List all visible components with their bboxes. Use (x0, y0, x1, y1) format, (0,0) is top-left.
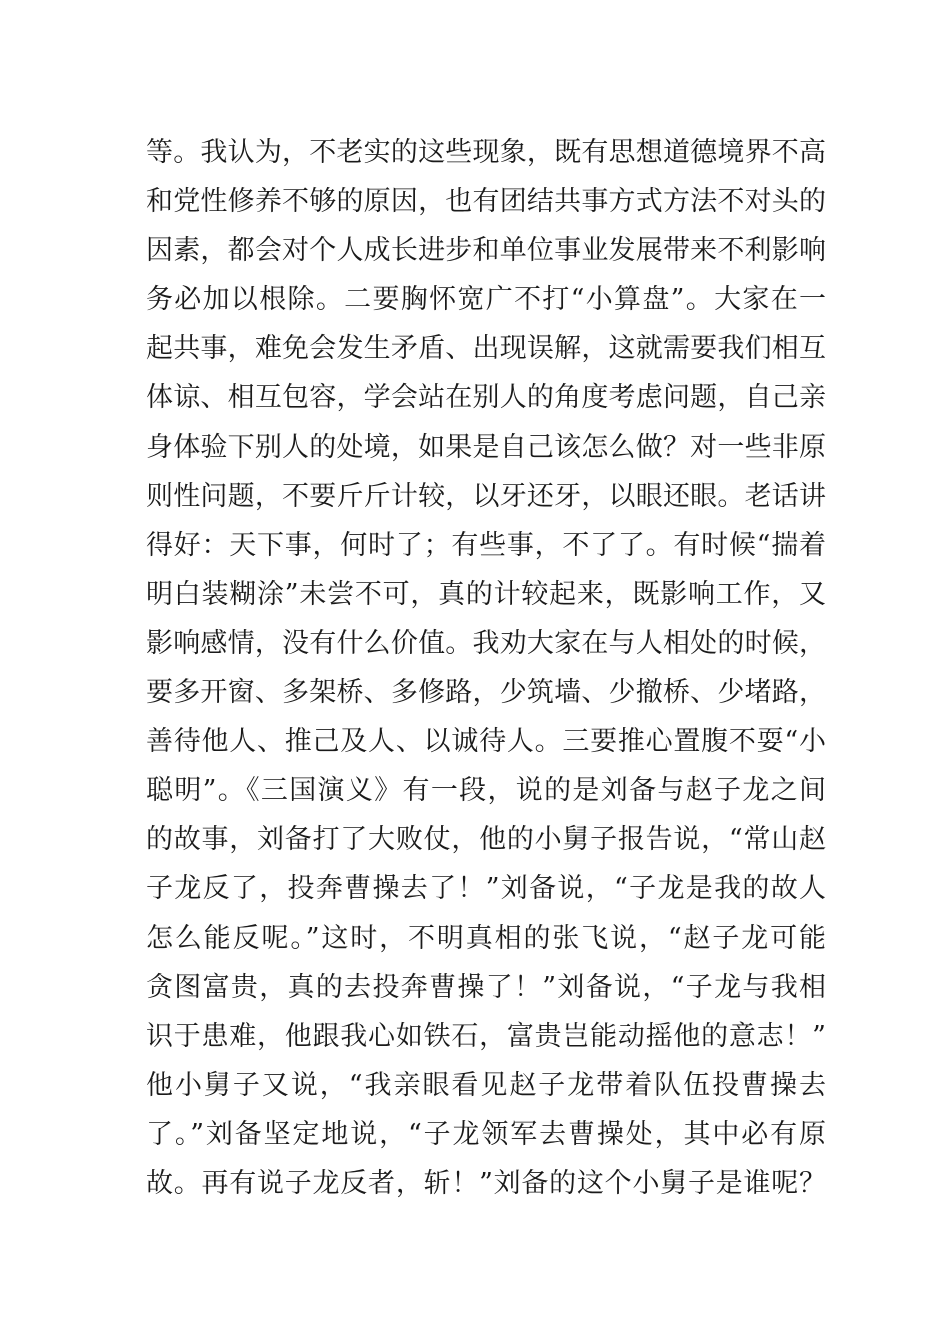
text-line: 要多开窗、多架桥、多修路，少筑墙、少撤桥、少堵路， (146, 677, 826, 709)
text-line: 识于患难，他跟我心如铁石，富贵岂能动摇他的意志！” (146, 1020, 826, 1052)
text-line: 则性问题，不要斤斤计较，以牙还牙，以眼还眼。老话讲 (146, 480, 826, 512)
text-line: 影响感情，没有什么价值。我劝大家在与人相处的时候， (146, 627, 826, 659)
text-line: 他小舅子又说，“我亲眼看见赵子龙带着队伍投曹操去 (146, 1069, 826, 1101)
body-text (146, 128, 826, 1208)
text-line: 起共事，难免会发生矛盾、出现误解，这就需要我们相互 (146, 333, 826, 365)
text-line: 子龙反了，投奔曹操去了！”刘备说，“子龙是我的故人 (146, 873, 826, 905)
text-line: 了。”刘备坚定地说，“子龙领军去曹操处，其中必有原 (146, 1118, 826, 1150)
text-line: 善待他人、推己及人、以诚待人。三要推心置腹不耍“小 (146, 726, 826, 758)
text-line: 因素，都会对个人成长进步和单位事业发展带来不利影响 (146, 235, 826, 267)
text-line: 的故事，刘备打了大败仗，他的小舅子报告说，“常山赵 (146, 824, 826, 856)
text-line: 怎么能反呢。”这时，不明真相的张飞说，“赵子龙可能 (146, 922, 826, 954)
text-line: 务必加以根除。二要胸怀宽广不打“小算盘”。大家在一 (146, 284, 826, 316)
text-line: 等。我认为，不老实的这些现象，既有思想道德境界不高 (146, 137, 826, 168)
text-line: 故。再有说子龙反者，斩！”刘备的这个小舅子是谁呢？ (146, 1167, 826, 1199)
text-line: 明白装糊涂”未尝不可，真的计较起来，既影响工作，又 (146, 578, 826, 610)
text-line: 聪明”。《三国演义》有一段，说的是刘备与赵子龙之间 (146, 775, 826, 807)
text-line: 身体验下别人的处境，如果是自己该怎么做？对一些非原 (146, 431, 826, 463)
text-line: 得好：天下事，何时了；有些事，不了了。有时候“揣着 (146, 529, 826, 561)
text-line: 体谅、相互包容，学会站在别人的角度考虑问题，自己亲 (146, 382, 826, 414)
text-line: 和党性修养不够的原因，也有团结共事方式方法不对头的 (146, 186, 826, 218)
text-line: 贪图富贵，真的去投奔曹操了！”刘备说，“子龙与我相 (146, 971, 826, 1003)
